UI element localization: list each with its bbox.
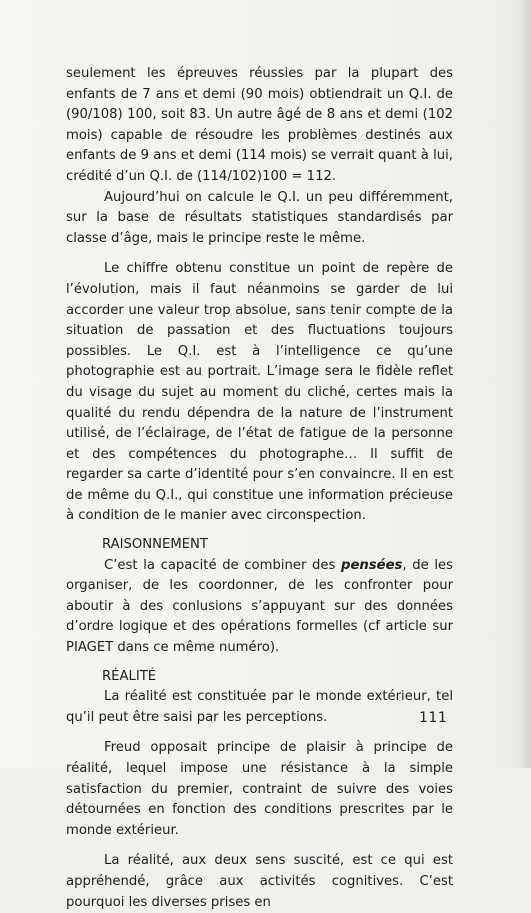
page-edge-shadow: [509, 0, 531, 768]
emphasis-pensees: pensées: [341, 557, 403, 573]
heading-realite: RÉALITÉ: [102, 668, 157, 684]
paragraph-realite-2: Freud opposait principe de plaisir à principe de réalité, lequel impose une résistance à la simple satisfaction du premier, contraint de suivre des voies détournées en fonction des conditions prescrites par le monde extérieur.: [66, 740, 453, 838]
page-number: 111: [419, 710, 448, 726]
paragraph-realite-3: La réalité, aux deux sens suscité, est ce qui est appréhendé, grâce aux activités cognitives. C’est pourquoi les diverses prises en: [66, 853, 453, 910]
paragraph-raisonnement: C’est la capacité de combiner des pensées, de les organiser, de les coordonner, de les confronter pour aboutir à des conlusions s’appuyant sur des données d’ordre logique et des opérations formelles (cf article sur PIAGET dans ce même numéro).: [66, 557, 453, 656]
paragraph-qi-example: seulement les épreuves réussies par la plupart des enfants de 7 ans et demi (90 mois) obtiendrait un Q.I. de (90/108) 100, soit 83. Un autre âgé de 8 ans et demi (102 mois) capable de résoudre les problèmes destinés aux enfants de 9 ans et demi (114 mois) se verrait quant à lui, crédité d’un Q.I. de (114/102)100 = 112.: [66, 66, 453, 184]
paragraph-realite-1: La réalité est constituée par le monde extérieur, tel qu’il peut être saisi par les perceptions.: [66, 689, 453, 725]
body-text: [66, 64, 453, 913]
paragraph-qi-today: Aujourd’hui on calcule le Q.I. un peu différemment, sur la base de résultats statistiques standardisés par classe d’âge, mais le principe reste le même.: [66, 189, 453, 246]
paragraph-qi-photo: Le chiffre obtenu constitue un point de repère de l’évolution, mais il faut néanmoins se garder de lui accorder une valeur trop absolue, sans tenir compte de la situation de passation et des fluctuations toujours possibles. Le Q.I. est à l’intelligence ce qu’une photographie est au portrait. L’image sera le fidèle reflet du visage du sujet au moment du cliché, certes mais la qualité du rendu dépendra de la nature de l’instrument utilisé, de l’éclairage, de l’état de fatigue de la personne et des compétences du photographe… Il suffit de regarder sa carte d’identité pour s’en convaincre. Il en est de même du Q.I., qui constitue une information précieuse à condition de le manier avec circonspection.: [66, 261, 453, 524]
heading-raisonnement: RAISONNEMENT: [102, 537, 208, 553]
